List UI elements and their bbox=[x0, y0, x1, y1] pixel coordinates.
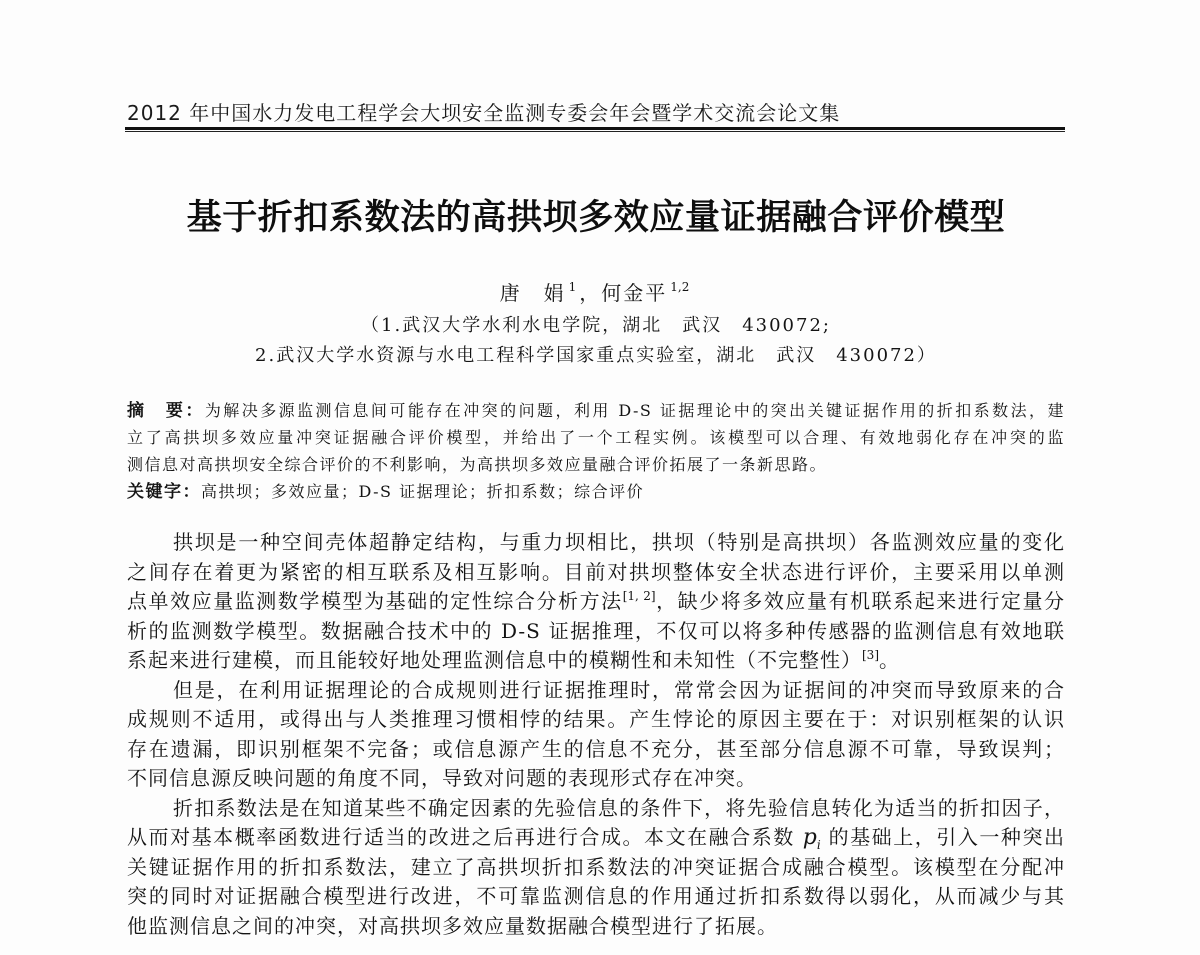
abstract-label: 摘 要： bbox=[127, 401, 205, 421]
body-line: 存在遗漏，即识别框架不完备；或信息源产生的信息不充分，甚至部分信息源不可靠，导致误判； bbox=[127, 736, 1065, 761]
author-separator: ， bbox=[579, 281, 602, 305]
author-name: 何金平 bbox=[601, 281, 668, 305]
body-line: 不同信息源反映问题的角度不同，导致对问题的表现形式存在冲突。 bbox=[127, 766, 757, 790]
citation-mark: [3] bbox=[862, 648, 879, 662]
citation-mark: [1, 2] bbox=[622, 589, 656, 603]
affiliation-line: 2.武汉大学水资源与水电工程科学国家重点实验室，湖北 武汉 430072） bbox=[255, 345, 937, 366]
abstract-line: 测信息对高拱坝安全综合评价的不利影响，为高拱坝多效应量融合评价拓展了一条新思路。 bbox=[127, 455, 828, 474]
body-text bbox=[127, 528, 1065, 941]
body-line: 关键证据作用的折扣系数法，建立了高拱坝折扣系数法的冲突证据合成融合模型。该模型在分配冲 bbox=[127, 854, 1065, 879]
body-line: 之间存在着更为紧密的相互联系及相互影响。目前对拱坝整体安全状态进行评价，主要采用以单测 bbox=[127, 559, 1065, 584]
body-line: 成规则不适用，或得出与人类推理习惯相悖的结果。产生悖论的原因主要在于：对识别框架的认识 bbox=[127, 707, 1065, 731]
author-line bbox=[127, 280, 1065, 306]
abstract bbox=[127, 397, 1065, 505]
keywords-line bbox=[127, 478, 1065, 505]
math-subscript: i bbox=[816, 838, 821, 852]
body-line bbox=[127, 587, 1065, 617]
abstract-line bbox=[127, 397, 1065, 424]
body-line bbox=[127, 823, 1065, 853]
author-affiliation-mark: 1 bbox=[568, 280, 577, 294]
body-text-segment: 系起来进行建模，而且能较好地处理监测信息中的模糊性和未知性（不完整性） bbox=[127, 648, 862, 672]
affiliation-line: （1.武汉大学水利水电学院，湖北 武汉 430072; bbox=[361, 315, 831, 336]
body-text-segment: 。 bbox=[879, 648, 900, 672]
keywords-text: 高拱坝；多效应量；D-S 证据理论；折扣系数；综合评价 bbox=[201, 482, 645, 501]
author-affiliation-mark: 1,2 bbox=[670, 280, 690, 294]
body-line: 他监测信息之间的冲突，对高拱坝多效应量数据融合模型进行了拓展。 bbox=[127, 913, 778, 938]
paper-title: 基于折扣系数法的高拱坝多效应量证据融合评价模型 bbox=[186, 197, 1006, 238]
body-text-segment: 点单效应量监测数学模型为基础的定性综合分析方法 bbox=[127, 589, 623, 613]
body-line: 突的同时对证据融合模型进行改进，不可靠监测信息的作用通过折扣系数得以弱化，从而减少与其 bbox=[127, 884, 1065, 908]
body-line bbox=[127, 646, 1065, 676]
body-line: 折扣系数法是在知道某些不确定因素的先验信息的条件下，将先验信息转化为适当的折扣因子， bbox=[173, 795, 1065, 820]
running-header: 2012 年中国水力发电工程学会大坝安全监测专委会年会暨学术交流会论文集 bbox=[127, 101, 841, 125]
abstract-line: 立了高拱坝多效应量冲突证据融合评价模型，并给出了一个工程实例。该模型可以合理、有效地弱化存在冲突的监 bbox=[127, 428, 1065, 447]
body-text-segment: 从而对基本概率函数进行适当的改进之后再进行合成。本文在融合系数 bbox=[127, 825, 803, 849]
author-name: 唐 娟 bbox=[499, 281, 566, 305]
math-variable: p bbox=[802, 825, 817, 850]
body-line: 析的监测数学模型。数据融合技术中的 D-S 证据推理，不仅可以将多种传感器的监测信息有效地联 bbox=[127, 618, 1065, 643]
affiliations bbox=[127, 311, 1065, 371]
keywords-label: 关键字： bbox=[127, 482, 201, 502]
body-text-segment: 的基础上，引入一种突出 bbox=[820, 825, 1065, 849]
body-text-segment: ，缺少将多效应量有机联系起来进行定量分 bbox=[655, 589, 1065, 613]
body-line: 但是，在利用证据理论的合成规则进行证据推理时，常常会因为证据间的冲突而导致原来的合 bbox=[173, 677, 1065, 702]
header-rule bbox=[125, 127, 1065, 132]
abstract-text: 为解决多源监测信息间可能存在冲突的问题，利用 D-S 证据理论中的突出关键证据作用的折扣系数法，建 bbox=[204, 401, 1065, 420]
body-line: 拱坝是一种空间壳体超静定结构，与重力坝相比，拱坝（特别是高拱坝）各监测效应量的变化 bbox=[173, 530, 1065, 554]
